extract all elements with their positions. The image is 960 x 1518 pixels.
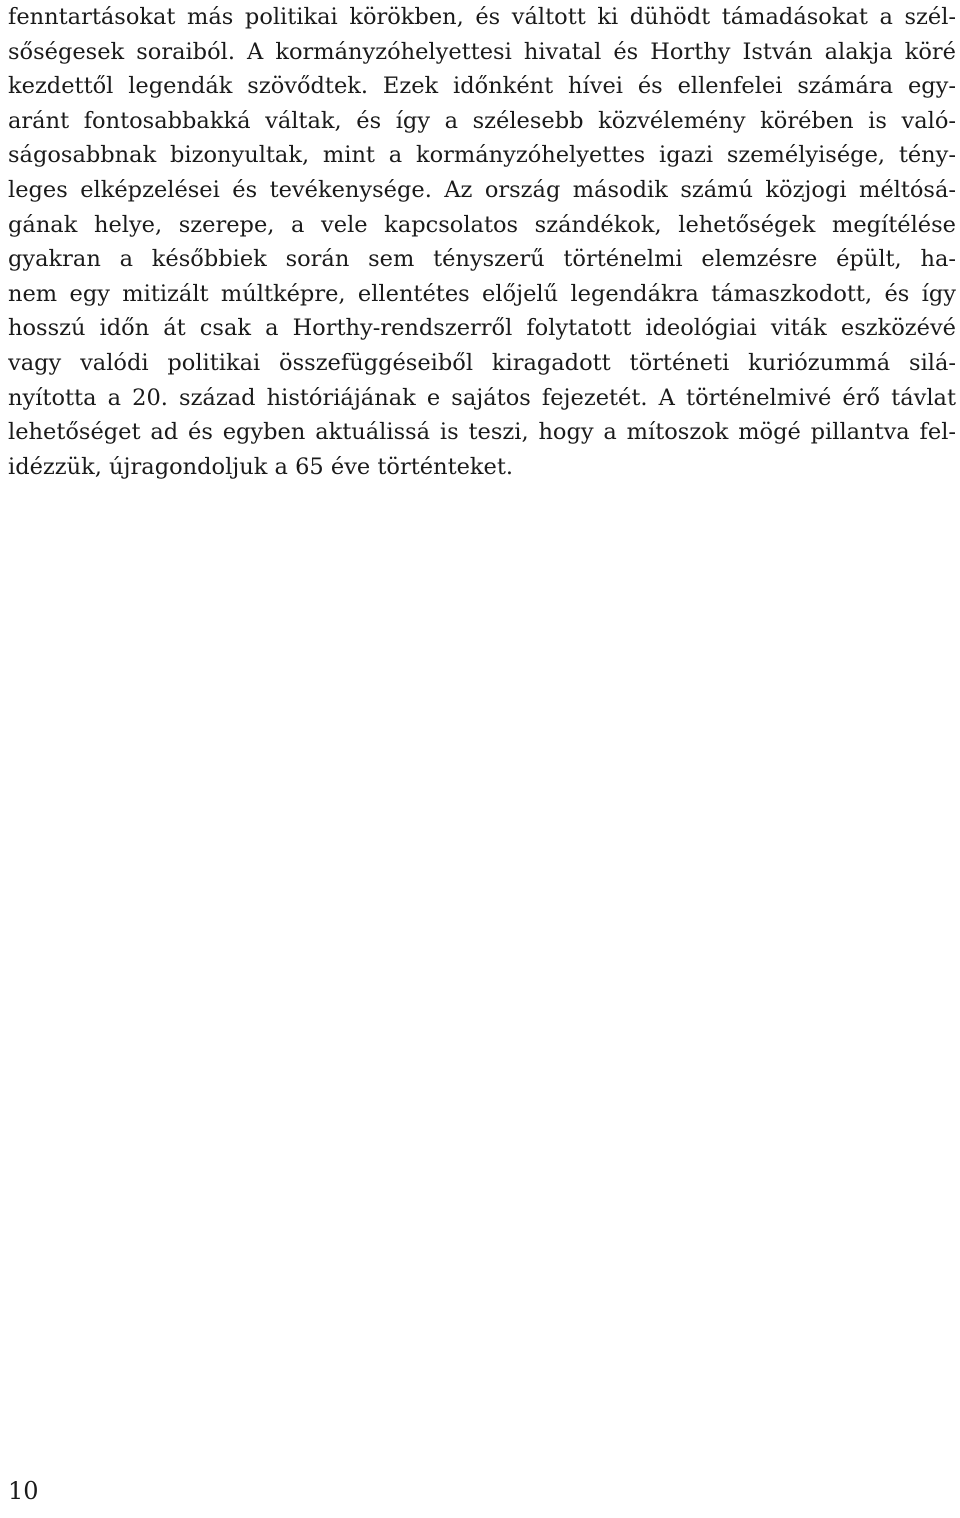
text-line: nyította a 20. század históriájának e sajátos fejezetét. A történelmivé érő távlat [8, 384, 956, 411]
text-line: nem egy mitizált múltképre, ellentétes előjelű legendákra támaszkodott, és így [8, 280, 956, 307]
text-line: aránt fontosabbakká váltak, és így a szélesebb közvélemény körében is való- [8, 107, 956, 134]
text-line: ságosabbnak bizonyultak, mint a kormányzóhelyettes igazi személyisége, tény- [8, 142, 956, 169]
body-text [8, 0, 956, 484]
text-line: gának helye, szerepe, a vele kapcsolatos szándékok, lehetőségek megítélése [8, 211, 956, 238]
text-line: fenntartásokat más politikai körökben, és váltott ki dühödt támadásokat a szél- [8, 4, 956, 30]
text-line-last: idézzük, újragondoljuk a 65 éve történteket. [8, 453, 514, 480]
text-line: lehetőséget ad és egyben aktuálissá is teszi, hogy a mítoszok mögé pillantva fel- [8, 419, 956, 446]
text-line: hosszú időn át csak a Horthy-rendszerről folytatott ideológiai viták eszközévé [8, 315, 956, 342]
text-line: sőségesek soraiból. A kormányzóhelyettesi hivatal és Horthy István alakja köré [8, 38, 956, 65]
text-line: leges elképzelései és tevékenysége. Az ország második számú közjogi méltósá- [8, 176, 956, 203]
text-line: vagy valódi politikai összefüggéseiből kiragadott történeti kuriózummá silá- [8, 349, 956, 376]
text-line: kezdettől legendák szövődtek. Ezek időnként hívei és ellenfelei számára egy- [8, 73, 956, 100]
page-number: 10 [8, 1477, 39, 1505]
text-line: gyakran a későbbiek során sem tényszerű történelmi elemzésre épült, ha- [8, 246, 956, 273]
